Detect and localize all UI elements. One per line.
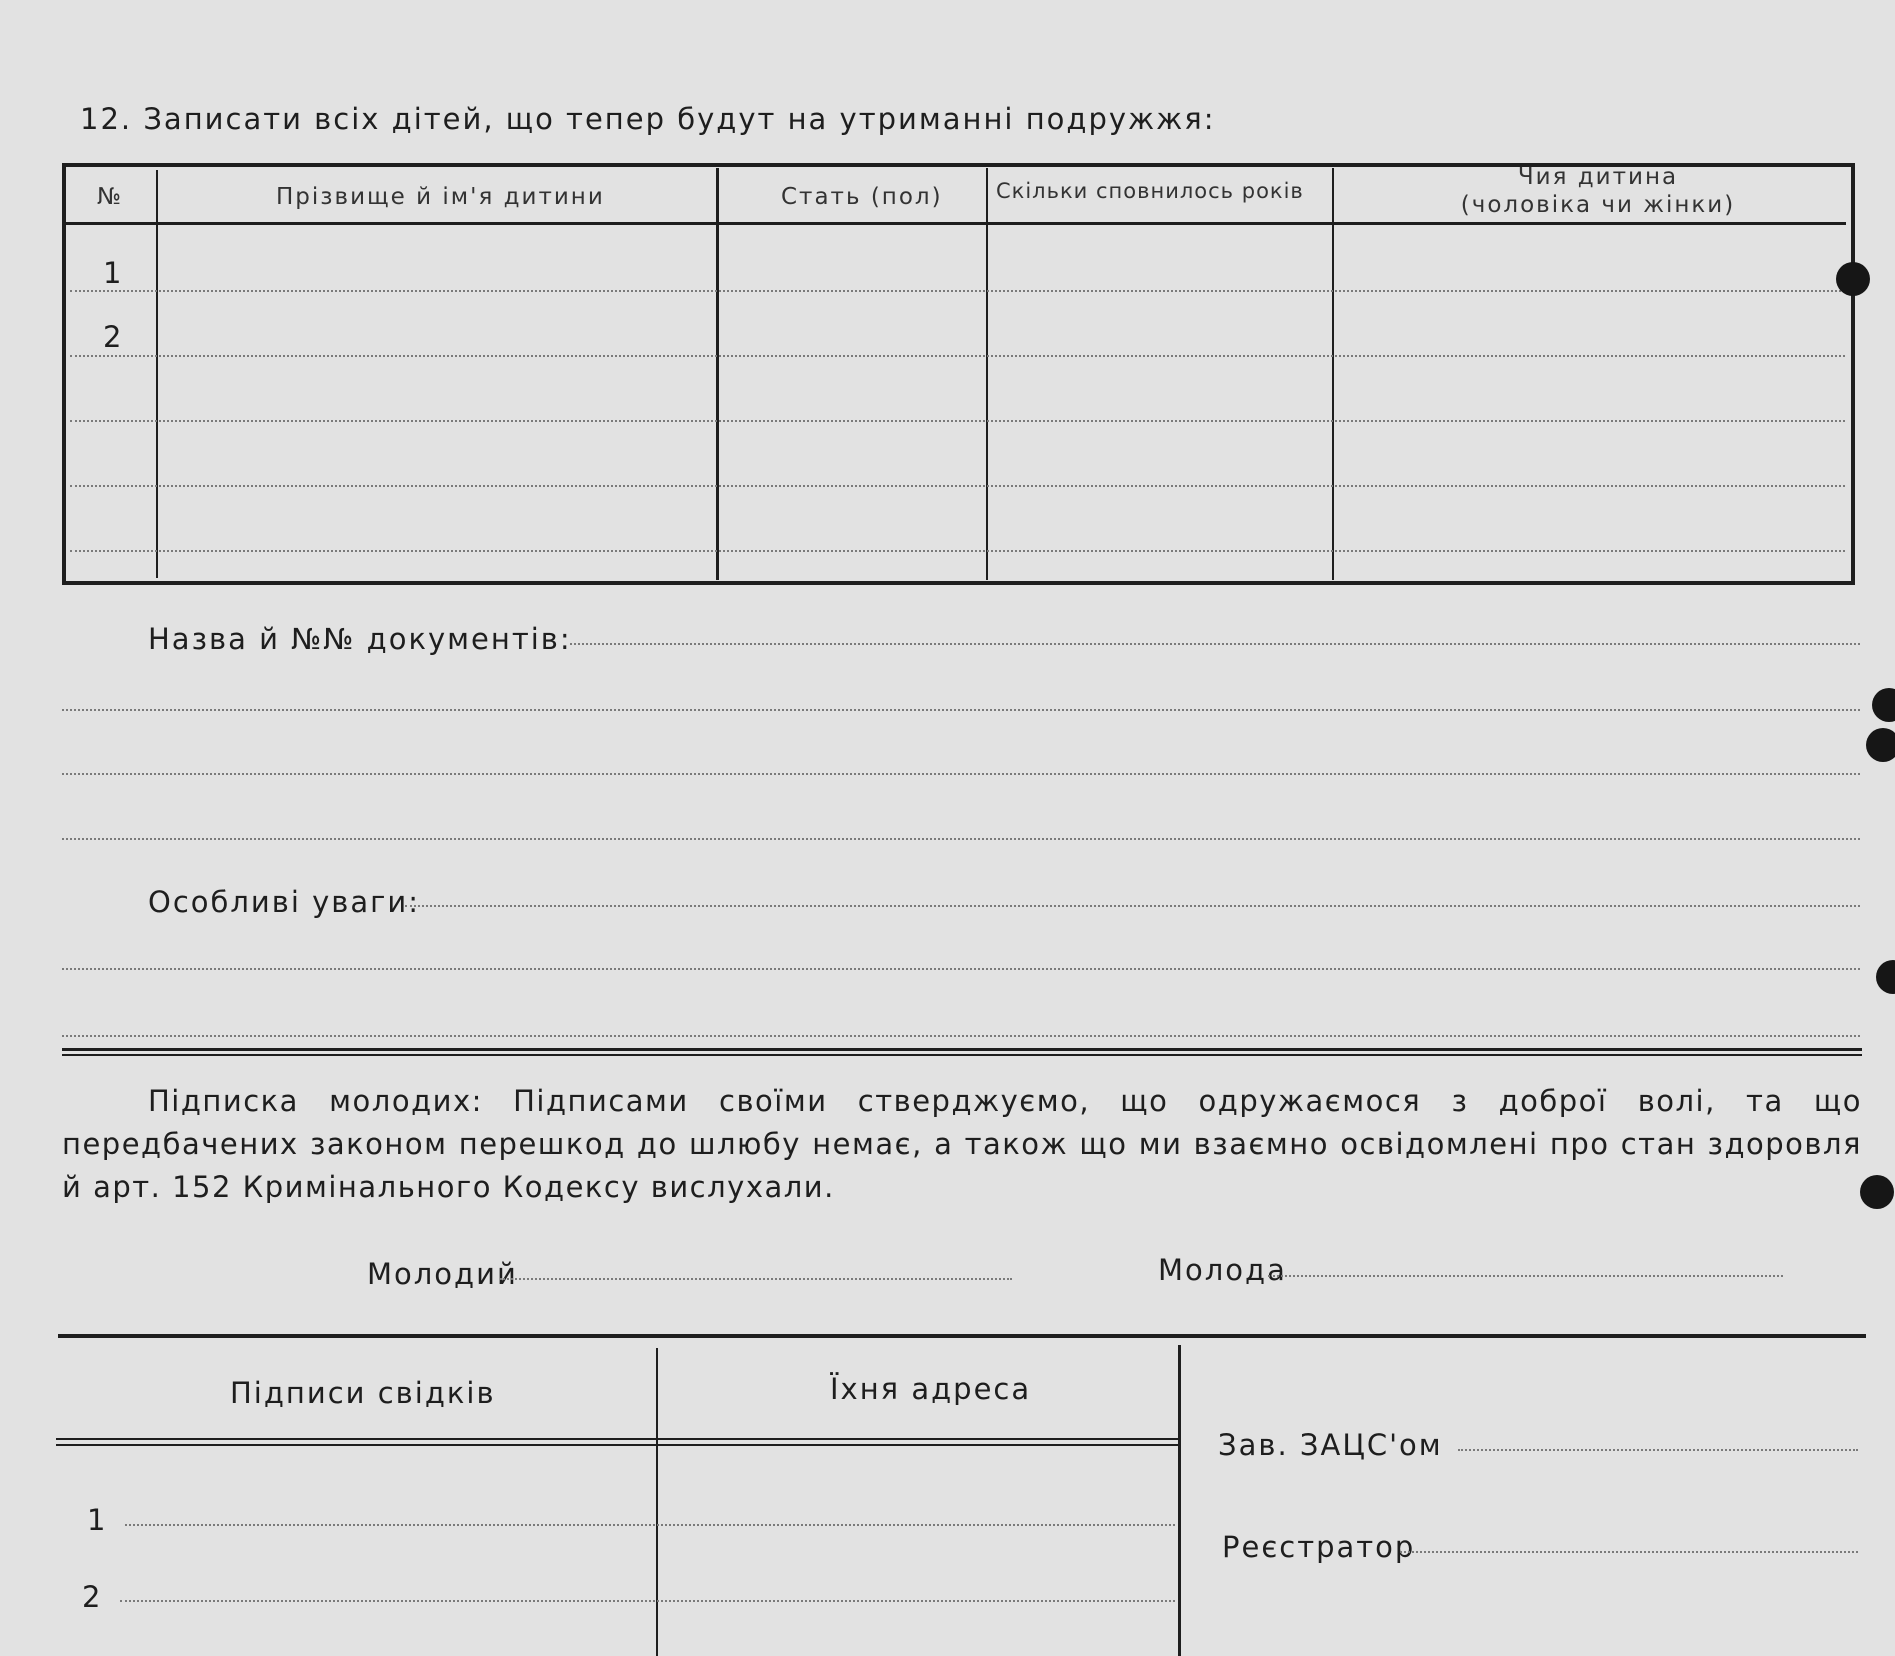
witness-line[interactable] <box>125 1524 1175 1526</box>
remarks-line[interactable] <box>62 1035 1860 1037</box>
witness-row-number: 2 <box>82 1580 103 1614</box>
remarks-line[interactable] <box>405 905 1860 907</box>
documents-line[interactable] <box>62 773 1860 775</box>
col-whose-child-line2: (чоловіка чи жінки) <box>1460 192 1736 218</box>
binder-hole-icon <box>1872 688 1895 722</box>
documents-label: Назва й №№ документів: <box>148 622 572 656</box>
table-row-line <box>70 420 1845 422</box>
col-whose-child-header <box>1338 163 1858 219</box>
child-row-number: 1 <box>103 256 124 290</box>
table-row-line <box>70 485 1845 487</box>
table-row-line <box>70 550 1845 552</box>
documents-line[interactable] <box>570 643 1860 645</box>
bride-signature-line[interactable] <box>1268 1275 1783 1277</box>
table-row-line <box>70 290 1845 292</box>
binder-hole-icon <box>1836 262 1870 296</box>
witness-line[interactable] <box>120 1600 1175 1602</box>
remarks-label: Особливі уваги: <box>148 885 421 919</box>
binder-hole-icon <box>1876 960 1895 994</box>
remarks-line[interactable] <box>62 968 1860 970</box>
witnesses-address-header: Їхня адреса <box>830 1372 1032 1406</box>
table-row-line <box>70 355 1845 357</box>
witnesses-signatures-header: Підписи свідків <box>230 1376 496 1410</box>
binder-hole-icon <box>1866 728 1895 762</box>
registrar-label: Реєстратор <box>1222 1530 1416 1564</box>
col-number-header: № <box>97 184 123 210</box>
registrar-line[interactable] <box>1400 1551 1858 1553</box>
documents-line[interactable] <box>62 838 1860 840</box>
col-child-name-header: Прізвище й ім'я дитини <box>276 184 605 210</box>
col-whose-child-line1: Чия дитина <box>1517 164 1679 190</box>
child-row-number: 2 <box>103 320 124 354</box>
head-of-registry-label: Зав. ЗАЦС'ом <box>1218 1428 1443 1462</box>
col-sex-header: Стать (пол) <box>781 184 943 210</box>
head-of-registry-line[interactable] <box>1458 1449 1858 1451</box>
documents-line[interactable] <box>62 709 1860 711</box>
col-age-header: Скільки сповнилось років <box>996 179 1304 203</box>
groom-label: Молодий <box>367 1257 518 1291</box>
binder-hole-icon <box>1860 1175 1894 1209</box>
groom-signature-line[interactable] <box>500 1278 1012 1280</box>
pledge-text: Підписка молодих: Підписами своїми стверджуємо, що одружаємося з доброї волі, та що передбачених законом перешкод до шлюбу немає, а також що ми взаємно освідомлені про стан здоровля й арт. 152 Кримінального Кодексу вислухали. <box>62 1084 1862 1204</box>
witness-row-number: 1 <box>87 1503 108 1537</box>
section-12-heading: 12. Записати всіх дітей, що тепер будут на утриманні подружжя: <box>80 102 1216 136</box>
bride-label: Молода <box>1158 1253 1287 1287</box>
